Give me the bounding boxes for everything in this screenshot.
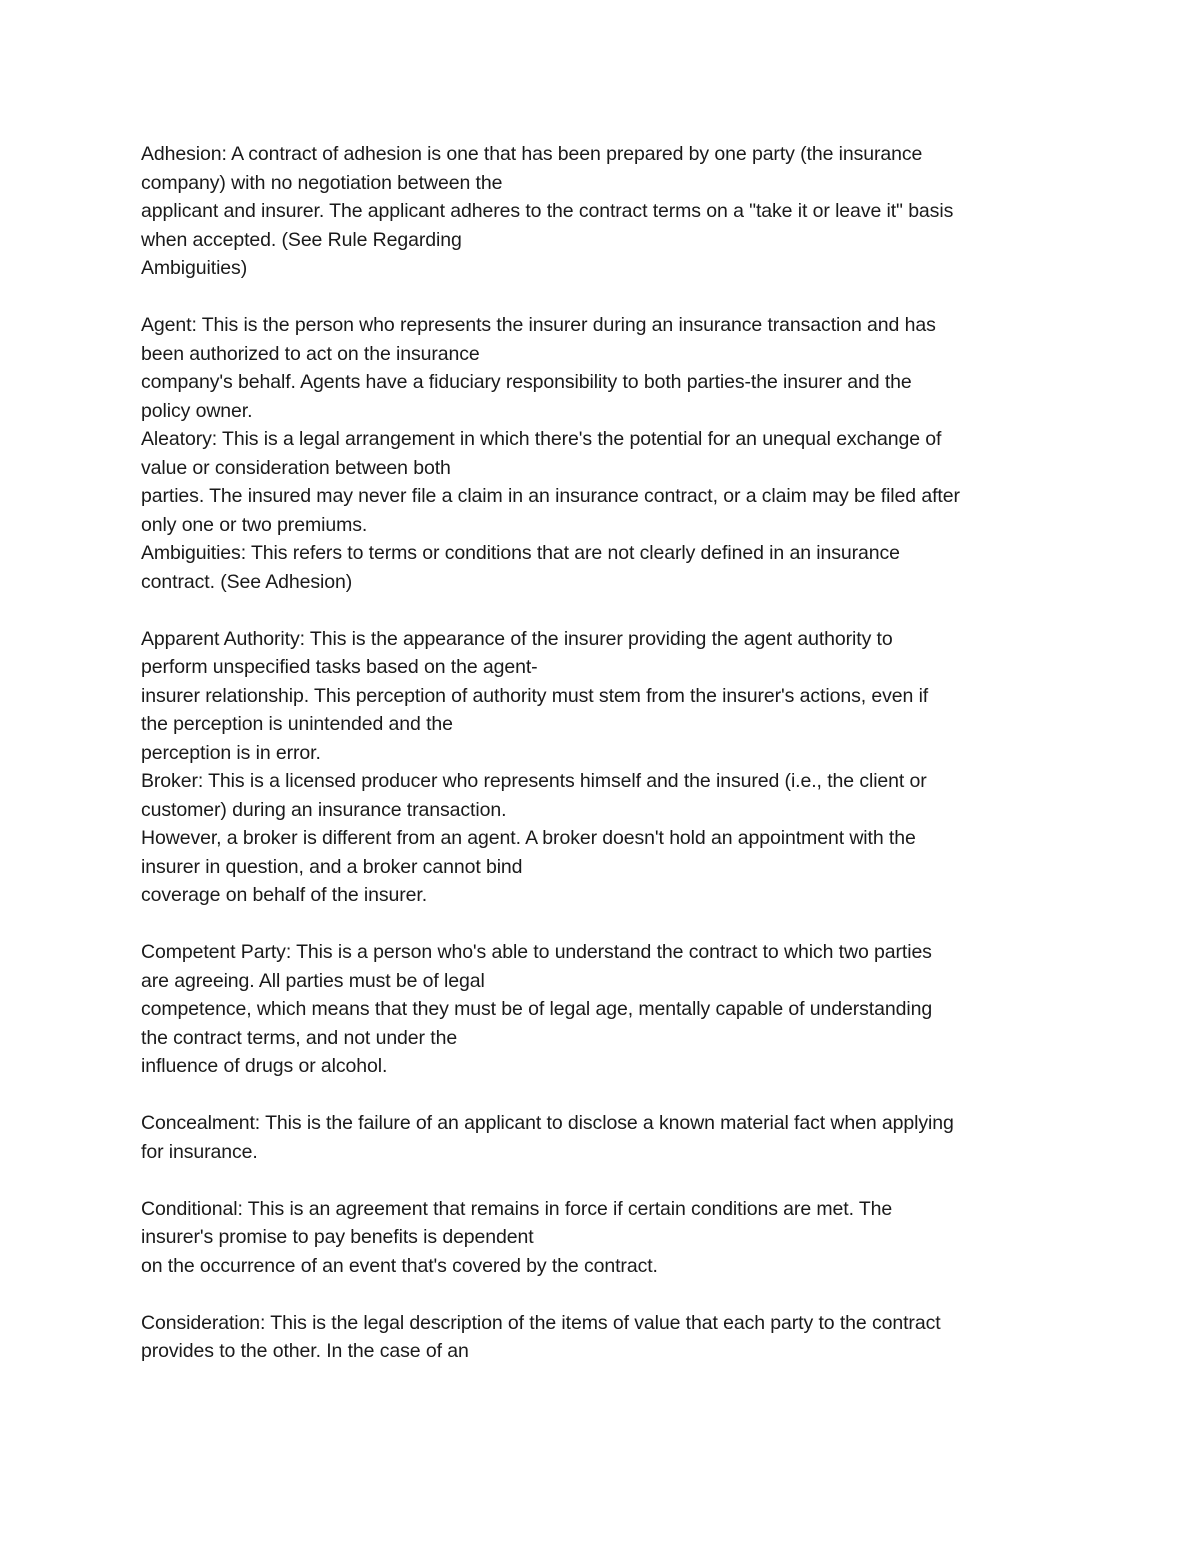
paragraph-spacer — [141, 596, 1071, 625]
paragraph-spacer — [141, 1166, 1071, 1195]
text-line: insurer relationship. This perception of authority must stem from the insurer's actions, even if — [141, 684, 929, 707]
text-line: perception is in error. — [141, 741, 321, 764]
text-line: insurer in question, and a broker cannot bind — [141, 855, 523, 878]
text-line: when accepted. (See Rule Regarding — [141, 228, 462, 251]
text-line: However, a broker is different from an agent. A broker doesn't hold an appointment with the — [141, 827, 916, 849]
text-line: Ambiguities: This refers to terms or conditions that are not clearly defined in an insurance — [141, 542, 900, 564]
text-line: only one or two premiums. — [141, 513, 368, 536]
text-line: applicant and insurer. The applicant adheres to the contract terms on a "take it or leave it" basis — [141, 200, 954, 222]
paragraph-spacer — [141, 1081, 1071, 1110]
text-line: are agreeing. All parties must be of legal — [141, 969, 485, 992]
text-line: the contract terms, and not under the — [141, 1026, 458, 1049]
text-line: provides to the other. In the case of an — [141, 1340, 469, 1362]
paragraph-spacer — [141, 1280, 1071, 1309]
text-line: Aleatory: This is a legal arrangement in which there's the potential for an unequal exchange of — [141, 428, 942, 450]
text-line: for insurance. — [141, 1140, 258, 1163]
text-line: Agent: This is the person who represents the insurer during an insurance transaction and has — [141, 314, 936, 336]
text-line: the perception is unintended and the — [141, 713, 453, 735]
document-body — [141, 140, 1071, 1366]
text-line: Ambiguities) — [141, 257, 248, 279]
text-line: Concealment: This is the failure of an applicant to disclose a known material fact when applying — [141, 1112, 954, 1134]
text-line: parties. The insured may never file a claim in an insurance contract, or a claim may be filed after — [141, 485, 960, 507]
text-line: company) with no negotiation between the — [141, 171, 503, 194]
paragraph-spacer — [141, 283, 1071, 312]
text-line: been authorized to act on the insurance — [141, 342, 480, 365]
text-line: on the occurrence of an event that's covered by the contract. — [141, 1254, 658, 1277]
text-line: competence, which means that they must be of legal age, mentally capable of understanding — [141, 998, 933, 1020]
text-line: Apparent Authority: This is the appearance of the insurer providing the agent authority to — [141, 627, 893, 650]
text-line: policy owner. — [141, 399, 253, 422]
text-line: Adhesion: A contract of adhesion is one that has been prepared by one party (the insurance — [141, 143, 923, 165]
text-line: value or consideration between both — [141, 456, 451, 479]
text-line: influence of drugs or alcohol. — [141, 1055, 388, 1077]
text-line: perform unspecified tasks based on the agent- — [141, 656, 538, 678]
paragraph-spacer — [141, 910, 1071, 939]
text-line: Conditional: This is an agreement that remains in force if certain conditions are met. The — [141, 1197, 893, 1220]
text-line: coverage on behalf of the insurer. — [141, 884, 428, 906]
text-line: customer) during an insurance transaction. — [141, 798, 507, 821]
text-line: company's behalf. Agents have a fiduciary responsibility to both parties-the insurer and the — [141, 371, 912, 393]
text-line: insurer's promise to pay benefits is dependent — [141, 1226, 534, 1248]
text-line: Competent Party: This is a person who's able to understand the contract to which two parties — [141, 941, 932, 963]
text-line: Consideration: This is the legal description of the items of value that each party to the contract — [141, 1311, 941, 1334]
text-line: Broker: This is a licensed producer who represents himself and the insured (i.e., the client or — [141, 770, 927, 792]
text-line: contract. (See Adhesion) — [141, 570, 353, 593]
